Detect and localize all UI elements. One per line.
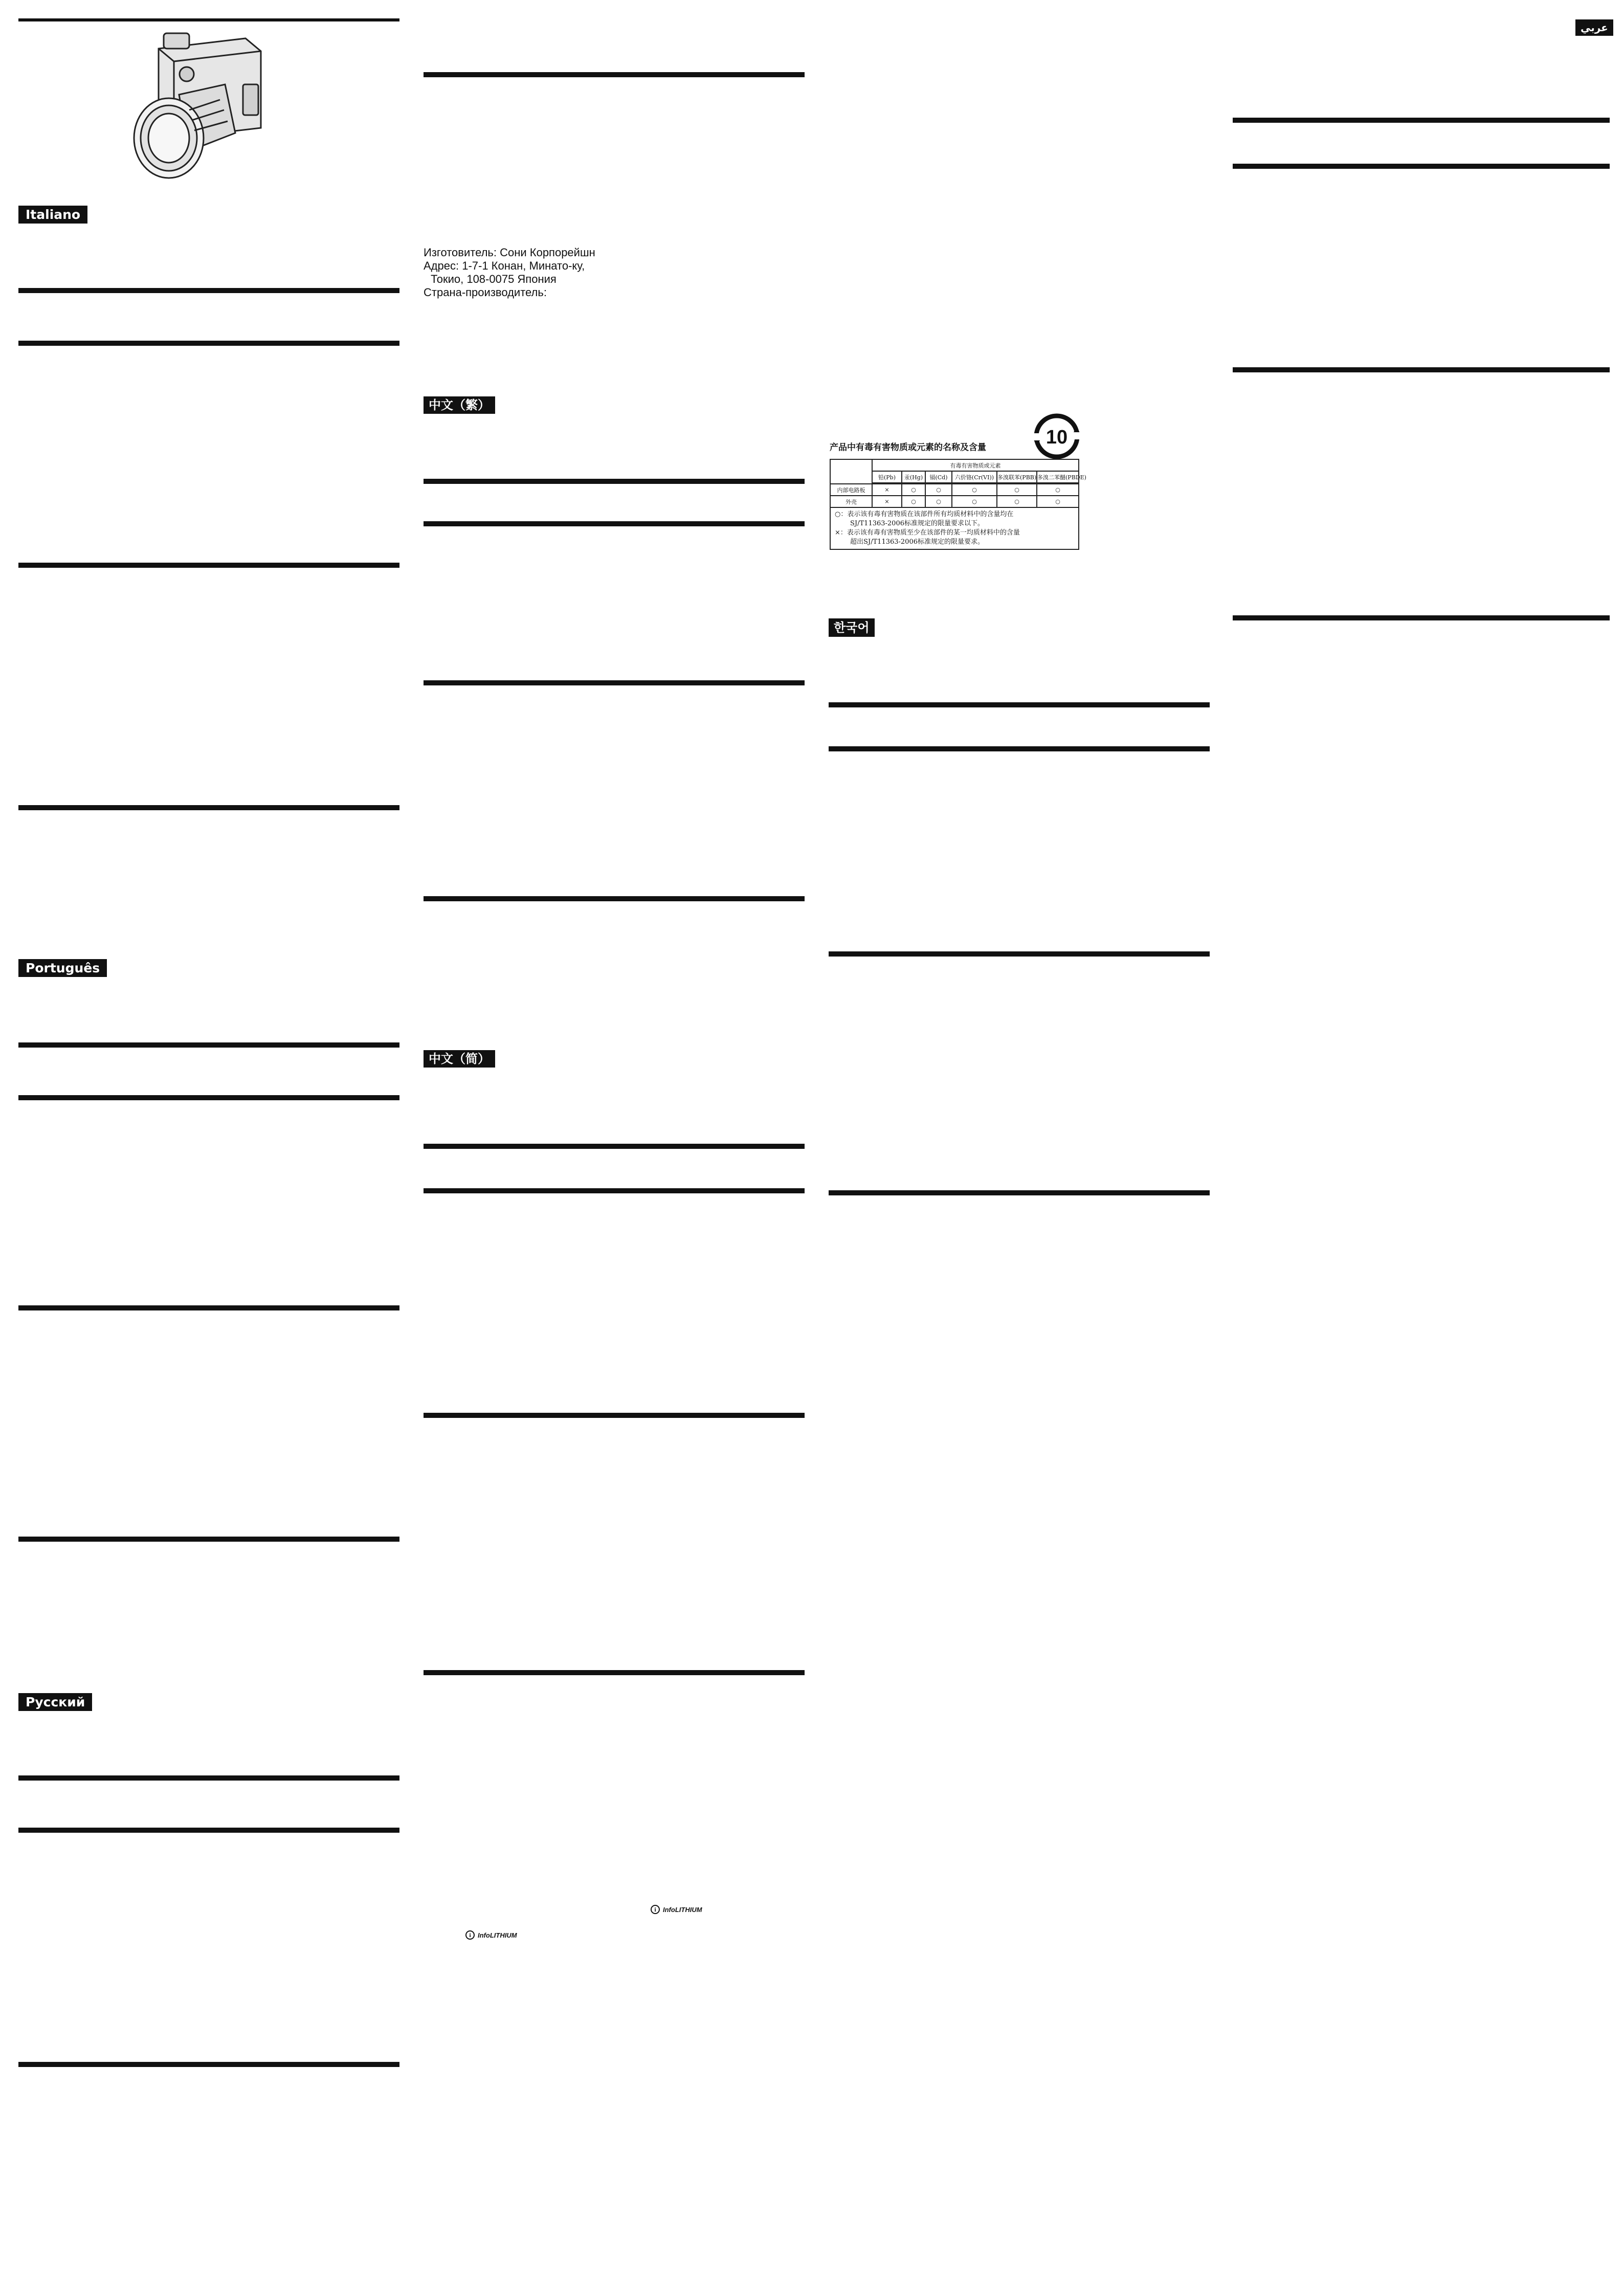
section-rule [424,1144,805,1149]
section-rule [18,1305,399,1310]
section-rule [18,1042,399,1048]
table-header-cell: 铅(Pb) [872,471,902,483]
mark-cell: ○ [952,484,997,496]
manufacturer-info [424,246,595,299]
info-icon: i [465,1930,475,1940]
country-of-origin-line: Страна-производитель: [424,286,547,299]
mark-cell: ○ [1037,496,1079,507]
section-rule [424,521,805,526]
table-notes [830,507,1079,549]
mark-cell: ○ [902,484,925,496]
language-heading-zh-simplified: 中文（简） [424,1050,495,1068]
environment-protection-period-icon [1032,412,1081,461]
section-rule [829,746,1210,751]
section-rule [424,1670,805,1675]
section-rule [18,1537,399,1542]
section-rule [18,1828,399,1833]
hazardous-substances-table [830,459,1086,550]
mark-cell: ○ [952,496,997,507]
mark-cell: ○ [925,484,952,496]
section-rule [424,896,805,901]
section-rule [18,18,399,21]
mark-cell: ○ [902,496,925,507]
section-rule [424,479,805,484]
note-line: ○：表示该有毒有害物质在该部件所有均质材料中的含量均在 [835,510,1014,518]
manufacturer-address-line: Адрес: 1-7-1 Конан, Минато-ку, [424,259,585,272]
section-rule [1233,615,1610,620]
language-heading-korean: 한국어 [829,618,875,637]
section-rule [18,288,399,293]
section-rule [424,1188,805,1193]
mark-cell: ○ [1037,484,1079,496]
table-group-header: 有毒有害物质或元素 [872,459,1079,471]
section-rule [18,1775,399,1781]
section-rule [18,805,399,810]
infolithium-label: InfoLITHIUM [478,1931,517,1939]
mark-cell: ○ [997,484,1037,496]
note-line: ×：表示该有毒有害物质至少在该部件的某一均质材料中的含量 [835,529,1020,537]
table-header-cell: 镉(Cd) [925,471,952,483]
part-name-cell: 外壳 [830,496,872,507]
table-header-cell: 多溴二苯醚(PBDE) [1037,471,1079,483]
section-rule [829,951,1210,957]
part-name-cell: 内部电路板 [830,484,872,496]
table-header-cell: 多溴联苯(PBB) [997,471,1037,483]
section-rule [424,680,805,685]
infolithium-label: InfoLITHIUM [663,1905,702,1914]
camera-with-lens-icon [128,28,286,182]
section-rule [1233,164,1610,169]
mark-cell: ○ [925,496,952,507]
section-rule [424,1413,805,1418]
note-line: 超出SJ/T11363-2006标准规定的限量要求。 [850,538,984,546]
section-rule [1233,118,1610,123]
table-header-cell: 汞(Hg) [902,471,925,483]
table-row [830,507,1079,549]
table-row [830,459,1079,471]
mark-cell: × [872,496,902,507]
language-heading-russkiy: Русский [18,1693,92,1711]
mark-cell: ○ [997,496,1037,507]
manufacturer-line: Изготовитель: Сони Корпорейшн [424,246,595,259]
language-heading-arabic: عربي [1575,19,1613,36]
language-heading-portugues: Português [18,959,107,977]
infolithium-logo [651,1905,702,1914]
section-rule [18,563,399,568]
mark-cell: × [872,484,902,496]
section-rule [18,1095,399,1100]
section-rule [829,1190,1210,1195]
epup-years: 10 [1045,427,1068,448]
language-heading-zh-traditional: 中文（繁） [424,396,495,414]
table-row [830,484,1079,496]
note-line: SJ/T11363-2006标准规定的限量要求以下。 [850,520,984,527]
section-rule [18,2062,399,2067]
manufacturer-address-line: Токио, 108-0075 Япония [431,273,557,285]
info-icon: i [651,1905,660,1914]
section-rule [424,72,805,77]
infolithium-logo [465,1930,517,1940]
table-row [830,496,1079,507]
hazardous-substances-title: 产品中有毒有害物质或元素的名称及含量 [830,442,986,453]
section-rule [18,341,399,346]
section-rule [1233,367,1610,372]
table-header-cell: 六价铬(Cr(VI)) [952,471,997,483]
language-heading-italiano: Italiano [18,206,87,224]
section-rule [829,702,1210,707]
